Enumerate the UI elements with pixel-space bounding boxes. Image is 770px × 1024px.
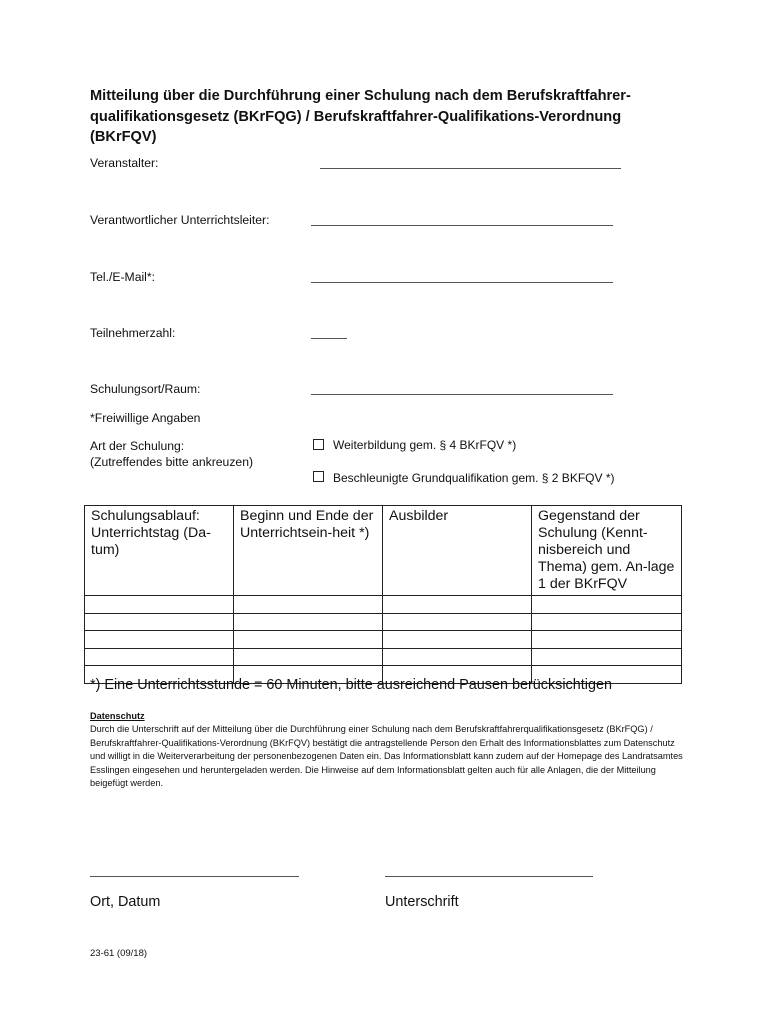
table-row <box>85 631 682 649</box>
table-cell[interactable] <box>383 648 532 666</box>
schulungsort-label: Schulungsort/Raum: <box>90 382 201 396</box>
table-cell[interactable] <box>383 631 532 649</box>
unterrichtsleiter-label: Verantwortlicher Unterrichtsleiter: <box>90 213 270 227</box>
grundqualifikation-checkbox[interactable] <box>313 471 324 482</box>
table-row <box>85 596 682 614</box>
weiterbildung-checkbox[interactable] <box>313 439 324 450</box>
table-cell[interactable] <box>383 613 532 631</box>
header-ausbilder: Ausbilder <box>383 506 532 596</box>
header-unterrichtstag: Schulungsablauf: Unterrichtstag (Da-tum) <box>85 506 234 596</box>
schedule-table <box>84 505 682 684</box>
schulungsort-field[interactable] <box>311 394 613 395</box>
teilnehmerzahl-label: Teilnehmerzahl: <box>90 326 176 340</box>
table-cell[interactable] <box>234 648 383 666</box>
table-cell[interactable] <box>234 596 383 614</box>
header-gegenstand: Gegenstand der Schulung (Kennt-nisbereich und Thema) gem. An-lage 1 der BKrFQV <box>532 506 682 596</box>
veranstalter-label: Veranstalter: <box>90 156 159 170</box>
weiterbildung-label: Weiterbildung gem. § 4 BKrFQV *) <box>333 438 517 452</box>
place-date-label: Ort, Datum <box>90 894 161 910</box>
table-cell[interactable] <box>234 613 383 631</box>
art-label: Art der Schulung: <box>90 439 185 453</box>
teilnehmerzahl-field[interactable] <box>311 338 347 339</box>
grundqualifikation-label: Beschleunigte Grundqualifikation gem. § 2 BKFQV *) <box>333 471 615 485</box>
table-cell[interactable] <box>85 596 234 614</box>
datenschutz-heading: Datenschutz <box>90 711 145 721</box>
table-header-row <box>85 506 682 596</box>
footnote: *) Eine Unterrichtsstunde = 60 Minuten, bitte ausreichend Pausen berücksichtigen <box>90 677 612 693</box>
table-cell[interactable] <box>383 596 532 614</box>
table-cell[interactable] <box>532 613 682 631</box>
signature-line[interactable] <box>385 876 593 877</box>
table-cell[interactable] <box>85 613 234 631</box>
table-row <box>85 613 682 631</box>
place-date-line[interactable] <box>90 876 299 877</box>
table-cell[interactable] <box>85 648 234 666</box>
veranstalter-field[interactable] <box>320 168 621 169</box>
art-hint: (Zutreffendes bitte ankreuzen) <box>90 455 254 469</box>
tel-email-field[interactable] <box>311 282 613 283</box>
form-title: Mitteilung über die Durchführung einer Schulung nach dem Berufskraftfahrer-qualifikationsgesetz (BKrFQG) / Berufskraftfahrer-Qualifikations-Verordnung (BKrFQV) <box>90 88 631 145</box>
table-cell[interactable] <box>85 631 234 649</box>
table-cell[interactable] <box>532 631 682 649</box>
optional-note: *Freiwillige Angaben <box>90 411 201 425</box>
tel-email-label: Tel./E-Mail*: <box>90 270 156 284</box>
table-row <box>85 648 682 666</box>
unterrichtsleiter-field[interactable] <box>311 225 613 226</box>
datenschutz-text: Durch die Unterschrift auf der Mitteilung über die Durchführung einer Schulung nach dem Berufskraftfahrerqualifikationsgesetz (BKrFQG) / Berufskraftfahrer-Qualifikations-Verordnung (BKrFQV) bestätigt die antragstellende Person den Erhalt des Informationsblattes zum Datenschutz und willigt in die Weiterverarbeitung der personenbezogenen Daten ein. Das Informationsblatt kann zudem auf der Homepage des Landratsamtes Esslingen eingesehen und heruntergeladen werden. Die Hinweise auf dem Informationsblatt gelten auch für alle Anlagen, die der Mitteilung beigefügt werden. <box>90 724 683 789</box>
table-cell[interactable] <box>532 648 682 666</box>
table-cell[interactable] <box>532 596 682 614</box>
header-beginn-ende: Beginn und Ende der Unterrichtsein-heit *) <box>234 506 383 596</box>
form-code: 23-61 (09/18) <box>90 948 148 959</box>
table-cell[interactable] <box>234 631 383 649</box>
signature-label: Unterschrift <box>385 894 459 910</box>
